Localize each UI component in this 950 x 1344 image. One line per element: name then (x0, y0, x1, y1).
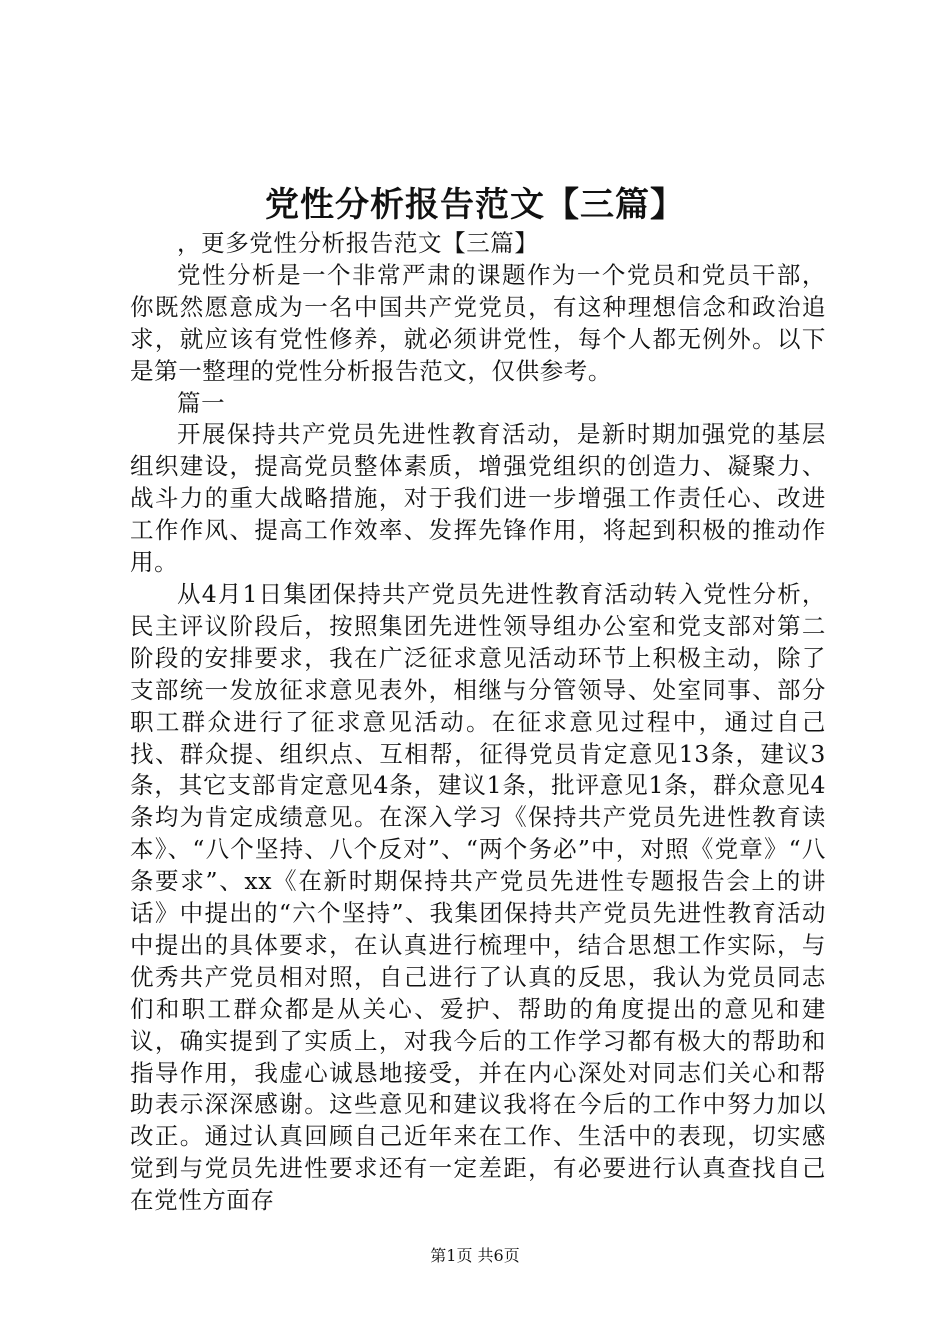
paragraph-summary: 党性分析是一个非常严肃的课题作为一个党员和党员干部，你既然愿意成为一名中国共产党党员，有这种理想信念和政治追求，就应该有党性修养，就必须讲党性，每个人都无例外。以下是第一整理的党性分析报告范文，仅供参考。 (130, 260, 826, 385)
section-heading: 篇一 (177, 388, 226, 417)
document-body (130, 228, 826, 1217)
paragraph-analysis: 从4月1日集团保持共产党员先进性教育活动转入党性分析，民主评议阶段后，按照集团先进性领导组办公室和党支部对第二阶段的安排要求，我在广泛征求意见活动环节上积极主动，除了支部统一发放征求意见表外，相继与分管领导、处室同事、部分职工群众进行了征求意见活动。在征求意见过程中，通过自己找、群众提、组织点、互相帮，征得党员肯定意见13条，建议3条，其它支部肯定意见4条，建议1条，批评意见1条，群众意见4条均为肯定成绩意见。在深入学习《保持共产党员先进性教育读本》、“八个坚持、八个反对”、“两个务必”中，对照《党章》“八条要求”、xx《在新时期保持共产党员先进性专题报告会上的讲话》中提出的“六个坚持”、我集团保持共产党员先进性教育活动中提出的具体要求，在认真进行梳理中，结合思想工作实际，与优秀共产党员相对照，自己进行了认真的反思，我认为党员同志们和职工群众都是从关心、爱护、帮助的角度提出的意见和建议，确实提到了实质上，对我今后的工作学习都有极大的帮助和指导作用，我虚心诚恳地接受，并在内心深处对同志们关心和帮助表示深深感谢。这些意见和建议我将在今后的工作中努力加以改正。通过认真回顾自己近年来在工作、生活中的表现，切实感觉到与党员先进性要求还有一定差距，有必要进行认真查找自己在党性方面存 (130, 579, 826, 1215)
document-title: 党性分析报告范文【三篇】 (265, 184, 685, 225)
page-number-footer: 第1页 共6页 (430, 1246, 520, 1265)
paragraph-background: 开展保持共产党员先进性教育活动，是新时期加强党的基层组织建设，提高党员整体素质，增强党组织的创造力、凝聚力、战斗力的重大战略措施，对于我们进一步增强工作责任心、改进工作作风、提高工作效率、发挥先锋作用，将起到积极的推动作用。 (130, 420, 826, 577)
paragraph-intro: ，更多党性分析报告范文【三篇】 (177, 229, 539, 257)
